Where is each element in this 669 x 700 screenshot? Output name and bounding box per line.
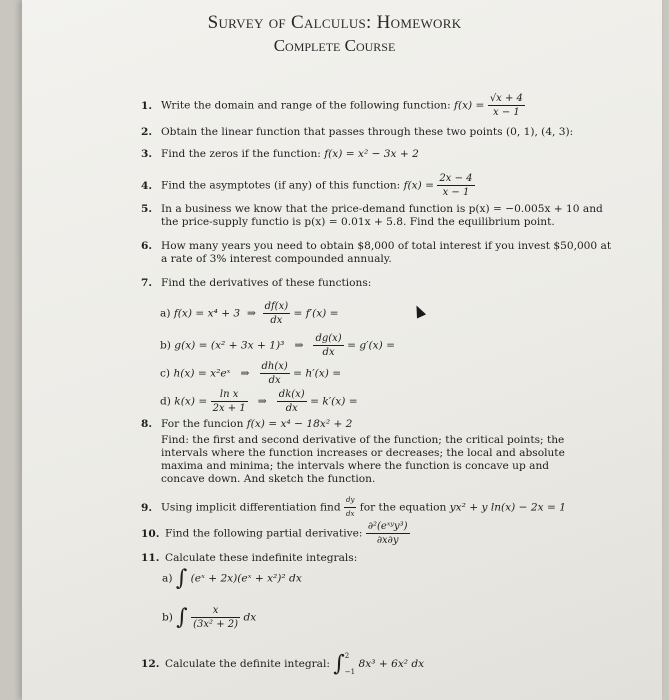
derivative-rhs: = h′(x) = <box>293 367 342 380</box>
problem-8 <box>141 418 352 431</box>
problem-text-line1: In a business we know that the price-demand function is p(x) = −0.005x + 10 and <box>161 203 603 215</box>
fraction <box>488 92 525 119</box>
implies-arrow: ⇒ <box>240 367 250 380</box>
problem-text: Calculate the definite integral: <box>165 658 334 670</box>
item-label: d) <box>160 395 171 408</box>
fraction-numerator: 2x − 4 <box>439 173 473 184</box>
derivative-rhs: = g′(x) = <box>347 339 395 352</box>
derivative-rhs: = k′(x) = <box>310 395 358 408</box>
problem-11 <box>141 552 357 565</box>
problem-8-instructions: Find: the first and second derivative of the function; the critical points; the intervals where the function increases or decreases; the local and absolute maxima and minima; the intervals where the function is concave up and concave down. And sketch the function. <box>161 434 565 485</box>
implies-arrow: ⇒ <box>294 339 304 352</box>
function-expression: f(x) = <box>403 179 435 192</box>
fraction-numerator: dg(x) <box>315 333 342 344</box>
item-label: b) <box>160 339 171 352</box>
partial-derivative-fraction <box>366 520 410 547</box>
function-expression: f(x) = x⁴ + 3 <box>173 307 241 320</box>
fraction-numerator: dk(x) <box>278 389 305 400</box>
problem-text: Using implicit differentiation find <box>161 501 344 514</box>
function-expression: f(x) = x² − 3x + 2 <box>324 148 419 160</box>
derivative-rhs: = f′(x) = <box>293 307 339 320</box>
integrand-fraction <box>191 604 240 631</box>
problem-5 <box>141 203 603 229</box>
fraction-denominator: dx <box>285 403 298 414</box>
derivative-fraction <box>277 388 307 415</box>
problem-12 <box>141 648 424 680</box>
fraction-denominator: dx <box>322 347 335 358</box>
function-expression: f(x) = x⁴ − 18x² + 2 <box>246 418 353 430</box>
integral-b <box>162 604 256 631</box>
fraction-denominator: (3x² + 2) <box>193 619 239 630</box>
problem-text: Write the domain and range of the following function: <box>161 99 455 112</box>
problem-3 <box>141 148 419 161</box>
problem-text: For the funcion <box>161 418 247 430</box>
page-subtitle: Complete Course <box>273 36 396 55</box>
problem-text-line1: How many years you need to obtain $8,000 of total interest if you invest $50,000 at <box>161 240 612 252</box>
fraction-denominator: dx <box>268 375 281 386</box>
problem-number: 9. <box>141 501 153 514</box>
item-label: b) <box>162 611 173 624</box>
fraction-numerator: dy <box>344 494 356 508</box>
page-title: Survey of Calculus: Homework <box>207 12 462 33</box>
dydx-fraction <box>344 494 356 521</box>
fraction-numerator: ∂²(eˣʸy³) <box>367 521 408 532</box>
derivative-fraction <box>313 332 343 359</box>
problem-text-continued: for the equation <box>356 501 450 514</box>
problem-number: 11. <box>141 552 160 564</box>
problem-text: Obtain the linear function that passes through these two points (0, 1), (4, 3): <box>161 126 574 138</box>
problem-text: Find the asymptotes (if any) of this function: <box>161 179 404 192</box>
fraction-denominator: dx <box>346 510 355 518</box>
problem-number: 4. <box>141 179 153 192</box>
fraction-denominator: dx <box>270 315 283 326</box>
fraction-numerator: df(x) <box>264 301 289 312</box>
item-label: c) <box>160 367 171 380</box>
derivative-fraction <box>260 360 290 387</box>
problem-number: 10. <box>141 527 160 540</box>
integrand: (eˣ + 2x)(eˣ + x²)² dx <box>190 572 302 585</box>
problem-9 <box>141 494 566 521</box>
derivative-d <box>160 388 358 415</box>
item-label: a) <box>160 307 171 320</box>
problem-number: 5. <box>141 203 153 215</box>
fraction-numerator: dh(x) <box>261 361 288 372</box>
function-expression: g(x) = (x² + 3x + 1)³ <box>174 339 285 352</box>
derivative-b <box>160 332 395 359</box>
problem-number: 3. <box>141 148 153 160</box>
problem-number: 7. <box>141 277 153 289</box>
function-expression: f(x) = <box>454 99 485 112</box>
problem-number: 1. <box>141 99 153 112</box>
problem-7 <box>141 277 371 290</box>
integral-sign: ∫ <box>333 651 345 677</box>
integral-sign: ∫ <box>175 566 188 591</box>
problem-text: Calculate these indefinite integrals: <box>165 552 358 564</box>
problem-number: 6. <box>141 240 153 252</box>
problem-number: 12. <box>141 658 160 670</box>
problem-text-line2: a rate of 3% interest compounded annualy. <box>161 253 392 265</box>
problem-2 <box>141 126 573 139</box>
implies-arrow: ⇒ <box>257 395 267 408</box>
function-expression: k(x) = <box>174 395 208 408</box>
fraction-numerator: x <box>191 604 240 618</box>
fraction-denominator: ∂x∂y <box>376 535 399 546</box>
fraction-denominator: x − 1 <box>493 107 520 118</box>
problem-text-line2: the price-supply functio is p(x) = 0.01x + 5.8. Find the equilibrium point. <box>161 216 555 228</box>
problem-10 <box>141 520 410 547</box>
derivative-a <box>160 300 339 327</box>
integral-a <box>162 566 302 591</box>
derivative-c <box>160 360 341 387</box>
fraction <box>211 388 248 415</box>
derivative-fraction <box>263 300 291 327</box>
implies-arrow: ⇒ <box>246 307 256 320</box>
problem-4 <box>141 172 475 199</box>
problem-number: 2. <box>141 126 153 138</box>
integrand: 8x³ + 6x² dx <box>358 658 425 670</box>
differential: dx <box>243 611 257 624</box>
lower-limit: −1 <box>344 668 356 676</box>
fraction-denominator: x − 1 <box>442 187 470 198</box>
function-expression: h(x) = x²eˣ <box>173 367 231 380</box>
fraction-denominator: 2x + 1 <box>212 403 246 414</box>
problem-6 <box>141 240 611 266</box>
integral-sign: ∫ <box>176 605 188 630</box>
problem-number: 8. <box>141 418 153 430</box>
problem-text: Find the following partial derivative: <box>165 527 366 540</box>
item-label: a) <box>162 572 173 585</box>
problem-text: Find the zeros if the function: <box>161 148 325 160</box>
fraction-numerator: √x + 4 <box>489 93 523 104</box>
fraction-numerator: ln x <box>211 388 248 402</box>
integral-limits <box>345 648 355 680</box>
fraction <box>437 172 474 199</box>
problem-1 <box>141 92 525 119</box>
equation: yx² + y ln(x) − 2x = 1 <box>449 501 566 514</box>
upper-limit: 2 <box>344 652 350 660</box>
problem-text: Find the derivatives of these functions: <box>161 277 372 289</box>
